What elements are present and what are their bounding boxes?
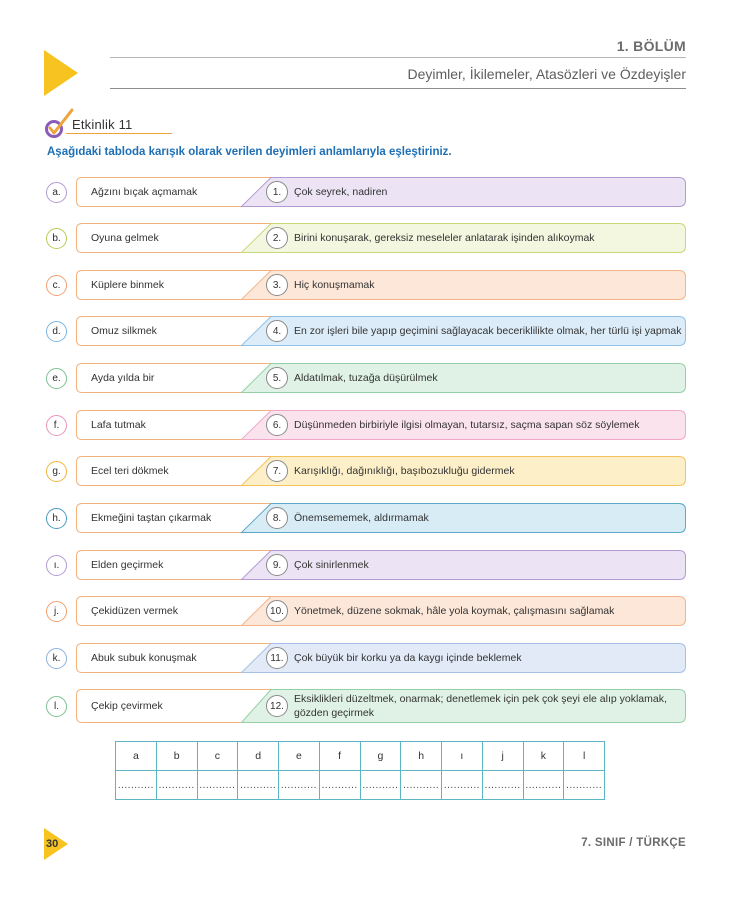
idiom-text: Elden geçirmek (91, 559, 164, 571)
idiom-text: Omuz silkmek (91, 325, 157, 337)
answer-blank-cell[interactable]: ........... (564, 771, 605, 800)
matching-row (46, 456, 686, 486)
row-letter-badge: h. (46, 508, 67, 529)
meaning-text: Yönetmek, düzene sokmak, hâle yola koymak, çalışmasını sağlamak (294, 605, 615, 617)
meaning-text: Birini konuşarak, gereksiz meseleler anlatarak işinden alıkoymak (294, 232, 595, 244)
book-title: 7. SINIF / TÜRKÇE (581, 837, 686, 849)
meaning-text: Eksiklikleri düzeltmek, onarmak; denetlemek için pek çok şeyi ele alıp yoklamak, gözden geçirmek (294, 693, 667, 719)
row-letter-badge: e. (46, 368, 67, 389)
answer-blank-cell[interactable]: ........... (197, 771, 238, 800)
answer-blank-cell[interactable]: ........... (523, 771, 564, 800)
idiom-text: Abuk subuk konuşmak (91, 652, 197, 664)
chapter-marker-icon (44, 50, 78, 96)
matching-row (46, 503, 686, 533)
idiom-text: Lafa tutmak (91, 419, 146, 431)
idiom-text: Ağzını bıçak açmamak (91, 186, 198, 198)
instruction-text: Aşağıdaki tabloda karışık olarak verilen deyimleri anlamlarıyla eşleştiriniz. (47, 146, 452, 158)
answer-blank-cell[interactable]: ........... (401, 771, 442, 800)
row-letter-badge: f. (46, 415, 67, 436)
meaning-number-badge: 4. (266, 320, 288, 342)
page-number: 30 (46, 838, 59, 850)
matching-row (46, 363, 686, 393)
meaning-number-badge: 6. (266, 414, 288, 436)
chapter-title: 1. BÖLÜM (616, 38, 686, 54)
answer-blank-cell[interactable]: ........... (156, 771, 197, 800)
meaning-number-badge: 8. (266, 507, 288, 529)
row-letter-badge: g. (46, 461, 67, 482)
section-title: Deyimler, İkilemeler, Atasözleri ve Özdeyişler (407, 66, 686, 82)
matching-row (46, 410, 686, 440)
row-letter-badge: c. (46, 275, 67, 296)
meaning-number-badge: 1. (266, 181, 288, 203)
meaning-text: Çok sinirlenmek (294, 559, 369, 571)
activity-label: Etkinlik 11 (72, 117, 133, 132)
matching-row (46, 270, 686, 300)
matching-row (46, 223, 686, 253)
activity-underline (66, 133, 172, 134)
meaning-text: Aldatılmak, tuzağa düşürülmek (294, 372, 438, 384)
answer-blank-cell[interactable]: ........... (279, 771, 320, 800)
answer-blank-cell[interactable]: ........... (238, 771, 279, 800)
answer-header-cell: c (197, 742, 238, 771)
matching-row (46, 316, 686, 346)
row-letter-badge: ı. (46, 555, 67, 576)
matching-row (46, 177, 686, 207)
answer-header-cell: j (482, 742, 523, 771)
row-letter-badge: b. (46, 228, 67, 249)
answer-blank-cell[interactable]: ........... (360, 771, 401, 800)
answer-header-cell: ı (442, 742, 483, 771)
meaning-text: Düşünmeden birbiriyle ilgisi olmayan, tutarsız, saçma sapan söz söylemek (294, 419, 640, 431)
meaning-text: Çok seyrek, nadiren (294, 186, 388, 198)
idiom-text: Küplere binmek (91, 279, 164, 291)
meaning-number-badge: 7. (266, 460, 288, 482)
meaning-number-badge: 9. (266, 554, 288, 576)
meaning-text: Hiç konuşmamak (294, 279, 375, 291)
idiom-text: Oyuna gelmek (91, 232, 159, 244)
answer-header-cell: h (401, 742, 442, 771)
answer-table (115, 741, 605, 800)
matching-row (46, 550, 686, 580)
answer-blank-cell[interactable]: ........... (442, 771, 483, 800)
answer-table-header-row (116, 742, 605, 771)
answer-blank-cell[interactable]: ........... (116, 771, 157, 800)
answer-blank-cell[interactable]: ........... (482, 771, 523, 800)
answer-header-cell: k (523, 742, 564, 771)
answer-header-cell: b (156, 742, 197, 771)
meaning-number-badge: 12. (266, 695, 288, 717)
header-divider-bottom (110, 88, 686, 89)
idiom-text: Ayda yılda bir (91, 372, 155, 384)
answer-header-cell: a (116, 742, 157, 771)
answer-header-cell: e (279, 742, 320, 771)
idiom-text: Ecel teri dökmek (91, 465, 169, 477)
idiom-text: Çekidüzen vermek (91, 605, 178, 617)
answer-header-cell: f (319, 742, 360, 771)
meaning-text: Önemsememek, aldırmamak (294, 512, 429, 524)
idiom-text: Çekip çevirmek (91, 700, 163, 712)
answer-blank-cell[interactable]: ........... (319, 771, 360, 800)
meaning-text: En zor işleri bile yapıp geçimini sağlayacak beceriklilikte olmak, her türlü işi yapmak (294, 325, 682, 337)
answer-header-cell: l (564, 742, 605, 771)
meaning-number-badge: 3. (266, 274, 288, 296)
meaning-number-badge: 5. (266, 367, 288, 389)
answer-header-cell: d (238, 742, 279, 771)
row-letter-badge: k. (46, 648, 67, 669)
meaning-number-badge: 11. (266, 647, 288, 669)
matching-row (46, 689, 686, 723)
answer-table-blank-row (116, 771, 605, 800)
header-divider (110, 57, 686, 58)
matching-row (46, 596, 686, 626)
meaning-text: Karışıklığı, dağınıklığı, başıbozukluğu gidermek (294, 465, 515, 477)
idiom-text: Ekmeğini taştan çıkarmak (91, 512, 212, 524)
meaning-number-badge: 10. (266, 600, 288, 622)
meaning-text: Çok büyük bir korku ya da kaygı içinde beklemek (294, 652, 522, 664)
row-letter-badge: l. (46, 696, 67, 717)
row-letter-badge: j. (46, 601, 67, 622)
row-letter-badge: a. (46, 182, 67, 203)
activity-heading (44, 107, 154, 137)
row-letter-badge: d. (46, 321, 67, 342)
meaning-number-badge: 2. (266, 227, 288, 249)
matching-row (46, 643, 686, 673)
answer-header-cell: g (360, 742, 401, 771)
